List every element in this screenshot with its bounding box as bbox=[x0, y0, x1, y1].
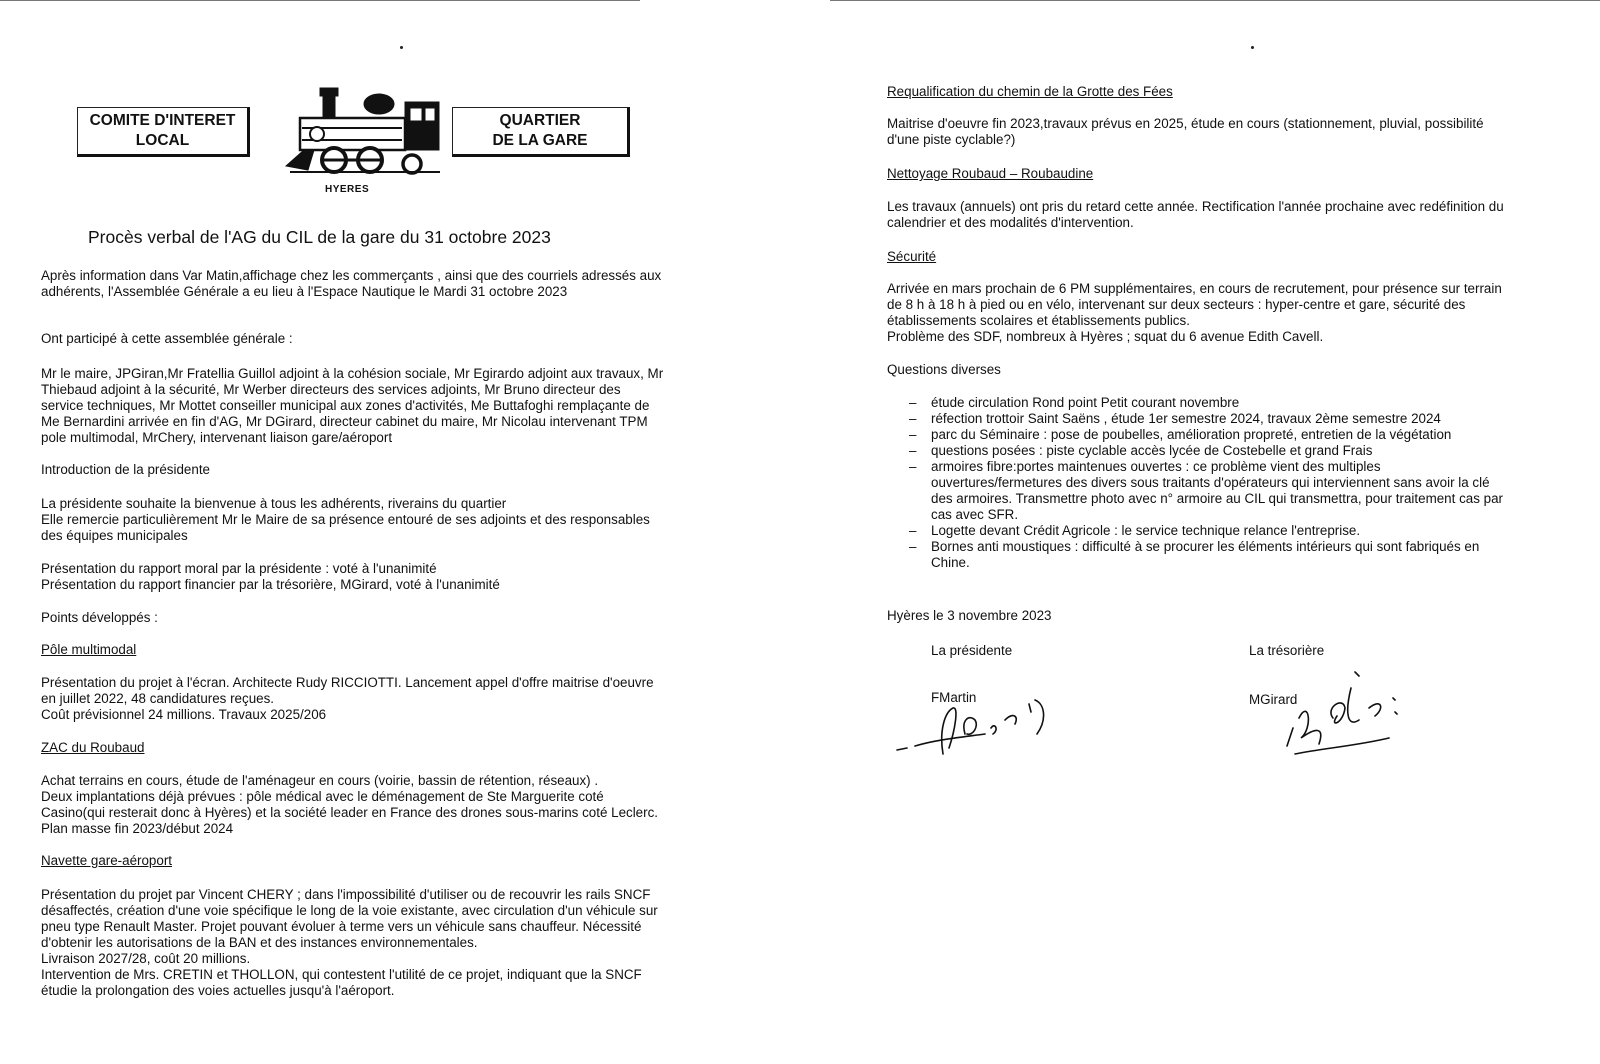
scan-edge-line bbox=[0, 0, 640, 1]
securite-paragraph-1: Arrivée en mars prochain de 6 PM supplémentaires, en cours de recrutement, pour présence sur terrain de 8 h à 18 h à pied ou en vélo, intervenant sur deux secteurs : hyper-centre et gare, sécurité des établissements scolaires et établissements publics. bbox=[887, 281, 1502, 328]
logo-caption: HYERES bbox=[325, 184, 370, 195]
list-item: – Bornes anti moustiques : difficulté à se procurer les éléments intérieurs qui sont fabriqués en Chine. bbox=[887, 539, 1507, 571]
introduction-heading: Introduction de la présidente bbox=[41, 462, 210, 477]
participants-list: Mr le maire, JPGiran,Mr Fratellia Guillol adjoint à la cohésion sociale, Mr Egirardo adjoint aux travaux, Mr Thiebaud adjoint à la sécurité, Mr Werber directeurs des services adjoints, Mr Bruno directeur des service techniques, Mr Mottet conseiller municipal aux zones d'activités, Me Buttafoghi remplaçante de Me Bernardini arrivée en fin d'AG, Mr DGirard, directeur cabinet du maire, Mr Nicolau intervenant TPM pole multimodal, MrChery, intervenant liaison gare/aéroport bbox=[41, 366, 664, 445]
introduction-line-2: Elle remercie particulièrement Mr le Maire de sa présence entouré de ses adjoints et des responsables des équipes municipales bbox=[41, 512, 650, 543]
signature-role-tresoriere: La trésorière bbox=[1249, 643, 1325, 658]
participants-heading: Ont participé à cette assemblée générale : bbox=[41, 331, 293, 346]
header-box-quartier-line-2: DE LA GARE bbox=[492, 132, 588, 149]
header-box-comite-line-2: LOCAL bbox=[135, 132, 190, 149]
navette-paragraph-1: Présentation du projet par Vincent CHERY ; dans l'impossibilité d'utiliser ou de recouvrir les rails SNCF désaffectés, création d'une voie spécifique le long de la voie existante, avec circulation d'un véhicule sur pneu type Renault Master. Projet pouvant évoluer à terme vers un véhicule sans chauffeur. Nécessité d'obtenir les autorisations de la BAN et des instances environnementales. bbox=[41, 887, 658, 950]
section-heading-pole-multimodal: Pôle multimodal bbox=[41, 642, 137, 657]
date-line: Hyères le 3 novembre 2023 bbox=[887, 608, 1052, 623]
header-box-quartier bbox=[452, 107, 630, 157]
signature-tresoriere-icon bbox=[1285, 668, 1415, 758]
steam-locomotive-icon bbox=[282, 84, 444, 180]
section-heading-navette: Navette gare-aéroport bbox=[41, 853, 173, 868]
pole-paragraph-2: Coût prévisionnel 24 millions. Travaux 2025/206 bbox=[41, 707, 327, 722]
navette-paragraph-2: Livraison 2027/28, coût 20 millions. bbox=[41, 951, 251, 966]
section-heading-nettoyage: Nettoyage Roubaud – Roubaudine bbox=[887, 166, 1094, 181]
nettoyage-paragraph: Les travaux (annuels) ont pris du retard cette année. Rectification l'année prochaine avec redéfinition du calendrier et des modalités d'intervention. bbox=[887, 199, 1504, 230]
scan-speck bbox=[400, 46, 403, 49]
list-item: – Logette devant Crédit Agricole : le service technique relance l'entreprise. bbox=[887, 523, 1507, 539]
pole-paragraph-1: Présentation du projet à l'écran. Architecte Rudy RICCIOTTI. Lancement appel d'offre maitrise d'oeuvre en juillet 2022, 48 candidatures reçues. bbox=[41, 675, 654, 706]
signature-name-presidente: FMartin bbox=[931, 690, 977, 705]
signature-presidente-icon bbox=[895, 690, 1065, 760]
intro-paragraph: Après information dans Var Matin,affichage chez les commerçants , ainsi que des courriels adressés aux adhérents, l'Assemblée Générale a eu lieu à l'Espace Nautique le Mardi 31 octobre 2023 bbox=[41, 268, 662, 299]
navette-paragraph-3: Intervention de Mrs. CRETIN et THOLLON, qui contestent l'utilité de ce projet, indiquant que la SNCF étudie la prolongation des voies actuelles jusqu'à l'aéroport. bbox=[41, 967, 642, 998]
list-item: – armoires fibre:portes maintenues ouvertes : ce problème vient des multiples ouvertures/fermetures des divers sous traitants d'opérateurs qui interviennent sans avoir la clé des armoires. Transmettre photo avec n° armoire au CIL qui transmettra, pour traitement cas par cas avec SFR. bbox=[887, 459, 1507, 523]
rapport-financier: Présentation du rapport financier par la trésorière, MGirard, voté à l'unanimité bbox=[41, 577, 500, 592]
section-heading-grotte: Requalification du chemin de la Grotte des Fées bbox=[887, 84, 1173, 99]
scan-edge-line bbox=[830, 0, 1600, 1]
section-heading-zac: ZAC du Roubaud bbox=[41, 740, 145, 755]
list-item: – questions posées : piste cyclable accès lycée de Costebelle et grand Frais bbox=[887, 443, 1507, 459]
introduction-line-1: La présidente souhaite la bienvenue à tous les adhérents, riverains du quartier bbox=[41, 496, 507, 511]
signature-name-tresoriere: MGirard bbox=[1249, 692, 1298, 707]
list-item: – réfection trottoir Saint Saëns , étude 1er semestre 2024, travaux 2ème semestre 2024 bbox=[887, 411, 1507, 427]
grotte-paragraph: Maitrise d'oeuvre fin 2023,travaux prévus en 2025, étude en cours (stationnement, pluvial, possibilité d'une piste cyclable?) bbox=[887, 116, 1484, 147]
header-box-comite bbox=[77, 107, 250, 157]
points-heading: Points développés : bbox=[41, 610, 158, 625]
questions-heading: Questions diverses bbox=[887, 362, 1001, 377]
document-title: Procès verbal de l'AG du CIL de la gare du 31 octobre 2023 bbox=[88, 227, 551, 247]
securite-paragraph-2: Problème des SDF, nombreux à Hyères ; squat du 6 avenue Edith Cavell. bbox=[887, 329, 1324, 344]
questions-list bbox=[887, 395, 1507, 571]
signature-role-presidente: La présidente bbox=[931, 643, 1013, 658]
zac-paragraph-1: Achat terrains en cours, étude de l'aménageur en cours (voirie, bassin de rétention, réseaux) . bbox=[41, 773, 599, 788]
list-item: – parc du Séminaire : pose de poubelles, amélioration propreté, entretien de la végétation bbox=[887, 427, 1507, 443]
header-box-comite-line-1: COMITE D'INTERET bbox=[89, 112, 236, 129]
scan-speck bbox=[1251, 46, 1254, 49]
zac-paragraph-2: Deux implantations déjà prévues : pôle médical avec le déménagement de Ste Marguerite coté Casino(qui resterait donc à Hyères) et la société leader en France des drones sous-marins coté Leclerc. Plan masse fin 2023/début 2024 bbox=[41, 789, 659, 836]
header-box-quartier-line-1: QUARTIER bbox=[499, 112, 581, 129]
rapport-moral: Présentation du rapport moral par la présidente : voté à l'unanimité bbox=[41, 561, 437, 576]
section-heading-securite: Sécurité bbox=[887, 249, 937, 264]
list-item: – étude circulation Rond point Petit courant novembre bbox=[887, 395, 1507, 411]
